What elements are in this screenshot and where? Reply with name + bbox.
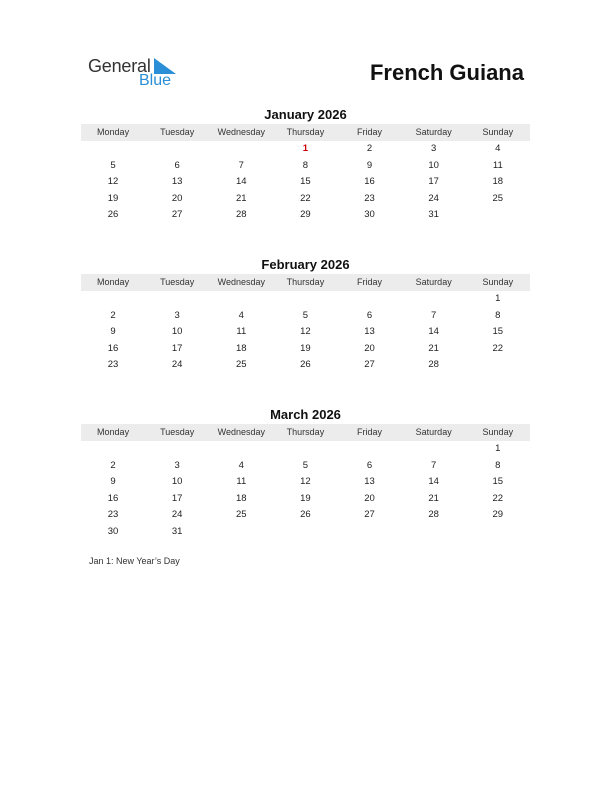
weekday-label: Sunday <box>482 127 514 137</box>
day-cell: 27 <box>171 209 183 221</box>
month-title: January 2026 <box>264 107 347 122</box>
day-cell: 1 <box>495 293 501 304</box>
day-cell: 22 <box>300 192 311 204</box>
day-cell: 7 <box>238 159 244 171</box>
day-cell: 1 <box>495 443 501 454</box>
day-cell: 8 <box>302 159 309 171</box>
day-cell: 18 <box>236 492 247 504</box>
weekday-label: Thursday <box>286 277 325 287</box>
day-cell: 13 <box>171 176 183 188</box>
day-cell: 17 <box>171 492 183 504</box>
day-cell <box>81 141 145 158</box>
weekday-label: Monday <box>97 277 130 287</box>
day-cell: 31 <box>171 525 183 537</box>
day-cell: 3 <box>174 309 180 321</box>
weekday-label: Wednesday <box>217 427 265 437</box>
day-cell <box>273 441 337 458</box>
day-cell: 23 <box>107 509 119 521</box>
day-cell: 11 <box>236 476 247 488</box>
day-cell: 2 <box>110 309 116 321</box>
day-cell: 16 <box>364 176 375 188</box>
day-cell: 6 <box>366 309 373 321</box>
month-january <box>81 106 530 224</box>
day-cell: 24 <box>171 509 183 521</box>
day-cell <box>81 291 145 308</box>
day-cell <box>145 291 209 308</box>
day-cell: 23 <box>107 359 119 371</box>
day-cell: 22 <box>492 492 504 504</box>
weekday-label: Wednesday <box>217 277 265 287</box>
week-row <box>81 474 530 491</box>
day-cell: 19 <box>300 492 311 504</box>
day-cell: 31 <box>428 209 439 221</box>
day-cell <box>338 441 402 458</box>
day-cell: 5 <box>302 459 309 471</box>
week-row <box>81 441 530 458</box>
day-cell <box>402 524 466 541</box>
day-cell: 16 <box>107 342 119 354</box>
day-cell: 15 <box>300 176 311 188</box>
day-cell: 21 <box>236 192 247 204</box>
week-row <box>81 158 530 175</box>
day-cell: 24 <box>428 192 439 204</box>
month-march <box>81 406 530 541</box>
day-cell: 7 <box>431 459 437 471</box>
day-cell <box>209 524 273 541</box>
day-cell: 14 <box>428 326 439 338</box>
day-cell: 13 <box>364 476 375 488</box>
day-cell: 14 <box>428 476 439 488</box>
day-cell: 11 <box>492 159 503 171</box>
weekday-label: Friday <box>357 277 383 287</box>
day-cell: 27 <box>364 509 375 521</box>
day-cell: 24 <box>171 359 183 371</box>
week-row <box>81 458 530 475</box>
day-cell: 15 <box>492 476 504 488</box>
day-cell: 3 <box>174 459 180 471</box>
day-cell: 15 <box>492 326 504 338</box>
week-row <box>81 174 530 191</box>
day-cell: 29 <box>300 209 311 221</box>
week-row <box>81 507 530 524</box>
day-cell <box>209 291 273 308</box>
day-cell: 10 <box>428 159 439 171</box>
day-cell: 5 <box>110 159 116 171</box>
day-cell: 12 <box>300 326 311 338</box>
weekday-label: Sunday <box>482 277 514 287</box>
week-row <box>81 524 530 541</box>
day-cell: 10 <box>171 326 183 338</box>
day-cell: 9 <box>110 326 116 338</box>
day-cell <box>145 441 209 458</box>
day-cell: 27 <box>364 359 375 371</box>
day-cell: 6 <box>366 459 373 471</box>
week-row <box>81 141 530 158</box>
day-cell: 6 <box>174 159 180 171</box>
day-cell: 20 <box>171 192 183 204</box>
month-title: February 2026 <box>261 257 350 272</box>
day-cell: 17 <box>171 342 183 354</box>
day-cell: 25 <box>236 509 247 521</box>
day-cell: 26 <box>107 209 119 221</box>
day-cell <box>145 141 209 158</box>
day-cell: 8 <box>495 459 501 471</box>
day-cell <box>338 524 402 541</box>
day-cell: 21 <box>428 492 439 504</box>
day-cell: 11 <box>236 326 247 338</box>
logo-text-general: General <box>88 56 151 76</box>
day-cell: 4 <box>495 143 501 154</box>
day-cell: 12 <box>107 176 119 188</box>
day-cell: 21 <box>428 342 439 354</box>
day-cell <box>209 441 273 458</box>
day-cell: 30 <box>107 525 119 537</box>
weekday-label: Tuesday <box>160 127 195 137</box>
day-cell: 12 <box>300 476 311 488</box>
day-cell: 2 <box>110 459 116 471</box>
day-cell: 9 <box>110 476 116 488</box>
day-cell: 14 <box>236 176 247 188</box>
day-cell: 7 <box>431 309 437 321</box>
day-cell: 3 <box>431 143 437 154</box>
day-cell <box>209 141 273 158</box>
day-cell: 20 <box>364 492 375 504</box>
weekday-header <box>81 124 530 141</box>
weekday-label: Thursday <box>286 427 325 437</box>
day-cell: 20 <box>364 342 375 354</box>
day-cell: 28 <box>428 359 439 371</box>
day-cell: 19 <box>300 342 311 354</box>
day-cell: 28 <box>236 209 247 221</box>
day-cell: 30 <box>364 209 375 221</box>
day-cell: 16 <box>107 492 119 504</box>
day-cell: 22 <box>492 342 504 354</box>
weekday-label: Saturday <box>415 127 452 137</box>
weekday-label: Thursday <box>286 127 325 137</box>
month-title: March 2026 <box>270 407 341 422</box>
weekday-label: Wednesday <box>217 127 265 137</box>
day-cell: 2 <box>366 143 373 154</box>
day-cell <box>466 357 530 374</box>
week-row <box>81 324 530 341</box>
weekday-header <box>81 424 530 441</box>
day-cell: 23 <box>364 192 375 204</box>
holiday-notes <box>89 556 180 566</box>
day-cell <box>402 441 466 458</box>
day-cell: 8 <box>495 309 501 321</box>
brand-logo <box>88 56 188 92</box>
week-row <box>81 491 530 508</box>
day-cell <box>81 441 145 458</box>
week-row <box>81 291 530 308</box>
week-row <box>81 341 530 358</box>
weekday-label: Friday <box>357 127 383 137</box>
weekday-label: Tuesday <box>160 427 195 437</box>
day-cell: 10 <box>171 476 183 488</box>
week-row <box>81 207 530 224</box>
day-cell: 4 <box>238 459 244 471</box>
day-cell <box>466 524 530 541</box>
country-title: French Guiana <box>369 60 524 85</box>
day-cell: 1 <box>302 143 309 154</box>
weekday-label: Saturday <box>415 427 452 437</box>
weekday-header <box>81 274 530 291</box>
weekday-label: Monday <box>97 427 130 437</box>
logo-text-blue: Blue <box>139 72 172 89</box>
day-cell: 9 <box>366 159 373 171</box>
day-cell: 29 <box>492 509 504 521</box>
weekday-label: Friday <box>357 427 383 437</box>
day-cell <box>273 291 337 308</box>
day-cell: 25 <box>492 192 504 204</box>
day-cell: 26 <box>300 359 311 371</box>
day-cell: 28 <box>428 509 439 521</box>
day-cell <box>466 207 530 224</box>
week-row <box>81 357 530 374</box>
day-cell <box>338 291 402 308</box>
weekday-label: Sunday <box>482 427 514 437</box>
holiday-note: Jan 1: New Year’s Day <box>89 556 180 566</box>
day-cell <box>273 524 337 541</box>
day-cell: 18 <box>236 342 247 354</box>
day-cell: 5 <box>302 309 309 321</box>
day-cell <box>402 291 466 308</box>
day-cell: 19 <box>107 192 119 204</box>
day-cell: 13 <box>364 326 375 338</box>
weekday-label: Tuesday <box>160 277 195 287</box>
day-cell: 26 <box>300 509 311 521</box>
day-cell: 4 <box>238 309 244 321</box>
weekday-label: Saturday <box>415 277 452 287</box>
week-row <box>81 308 530 325</box>
weekday-label: Monday <box>97 127 130 137</box>
day-cell: 18 <box>492 176 504 188</box>
month-february <box>81 256 530 374</box>
day-cell: 17 <box>428 176 439 188</box>
day-cell: 25 <box>236 359 247 371</box>
week-row <box>81 191 530 208</box>
